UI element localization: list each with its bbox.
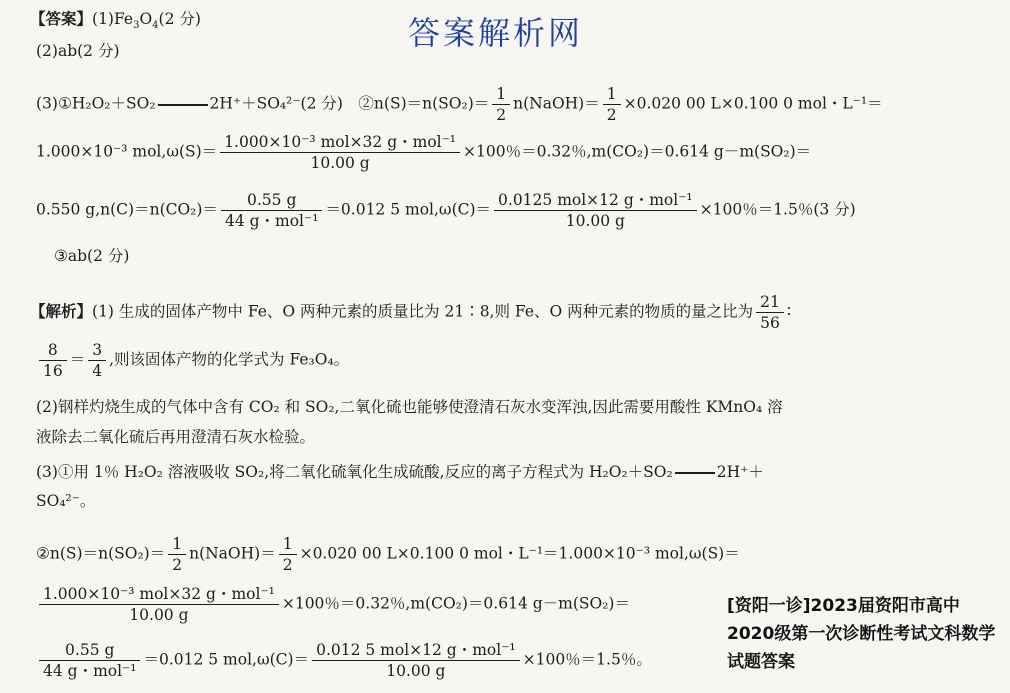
fraction-half-4: $\frac{1}{2}$ (279, 534, 297, 575)
answer-l5c: ×100％＝1.5％(3 分) (699, 200, 856, 219)
answer-line-4 (36, 132, 811, 173)
answer-line-3 (36, 84, 883, 125)
analysis-p6c: ×100％＝1.5％。 (522, 650, 652, 669)
answer-l3d: ×0.020 00 L×0.100 0 mol・L⁻¹＝ (623, 94, 883, 113)
analysis-line-8 (36, 584, 630, 625)
analysis-line-9 (36, 640, 652, 681)
fraction-half: $\frac{1}{2}$ (492, 84, 510, 125)
watermark-title: 答案解析网 (408, 14, 584, 52)
fraction-half-2: $\frac{1}{2}$ (603, 84, 621, 125)
fraction-sulfur-2: $\frac{\text{1.000×10⁻³ mol×32 g・mol⁻¹}}{10.00 g}$ (39, 584, 279, 625)
answer-l1-post: (2 分) (158, 10, 201, 28)
answer-l1-mid: O (139, 10, 153, 28)
analysis-p5b: ×100％＝0.32％,m(CO₂)＝0.614 g－m(SO₂)＝ (281, 594, 630, 613)
analysis-p1c: ＝ (69, 350, 86, 369)
analysis-p1d: ,则该固体产物的化学式为 Fe₃O₄。 (109, 350, 350, 369)
answer-l1-sub2: 4 (152, 20, 159, 32)
analysis-line-5 (36, 461, 764, 483)
answer-tag: 【答案】 (30, 9, 93, 28)
analysis-p4c: ×0.020 00 L×0.100 0 mol・L⁻¹＝1.000×10⁻³ mol,ω(S)＝ (299, 544, 740, 563)
analysis-p4b: n(NaOH)＝ (189, 544, 276, 563)
analysis-p4a: ②n(S)＝n(SO₂)＝ (36, 544, 166, 563)
answer-line-1 (30, 8, 201, 30)
answer-l1-sub1: 3 (133, 20, 140, 32)
fraction-3-4: $\frac{3}{4}$ (88, 340, 106, 381)
analysis-line-1 (30, 292, 791, 333)
analysis-p1a: (1) 生成的固体产物中 Fe、O 两种元素的质量比为 21∶8,则 Fe、O 两种元素的物质的量之比为 (92, 302, 754, 321)
fraction-half-3: $\frac{1}{2}$ (168, 534, 186, 575)
source-caption: [资阳一诊]2023届资阳市高中2020级第一次诊断性考试文科数学试题答案 (727, 592, 1007, 676)
fraction-21-56: $\frac{21}{56}$ (756, 292, 784, 333)
analysis-line-2 (36, 340, 349, 381)
analysis-tag: 【解析】 (30, 301, 93, 321)
answer-l3b: 2H⁺＋SO₄²⁻(2 分) ②n(S)＝n(SO₂)＝ (209, 94, 490, 113)
analysis-p6b: ＝0.012 5 mol,ω(C)＝ (143, 650, 310, 669)
fraction-carbon-mass: $\frac{\text{0.0125 mol×12 g・mol⁻¹}}{10.00 g}$ (494, 190, 697, 231)
analysis-line-4: 液除去二氧化硫后再用澄清石灰水检验。 (36, 428, 316, 446)
analysis-line-3: (2)钢样灼烧生成的气体中含有 CO₂ 和 SO₂,二氧化硫也能够使澄清石灰水变浑浊,因此需要用酸性 KMnO₄ 溶 (36, 398, 783, 416)
fraction-carbon-moles: $\frac{0.55 g}{\text{44 g・mol⁻¹}}$ (221, 190, 322, 231)
answer-l3a: (3)①H₂O₂＋SO₂ (36, 94, 156, 113)
answer-line-6: ③ab(2 分) (54, 247, 130, 265)
analysis-p3b: 2H⁺＋ (716, 463, 764, 481)
answer-l4a: 1.000×10⁻³ mol,ω(S)＝ (36, 142, 218, 161)
answer-l1-pre: (1)Fe (92, 10, 134, 28)
fraction-carbon-mass-2: $\frac{\text{0.012 5 mol×12 g・mol⁻¹}}{10.00 g}$ (312, 640, 520, 681)
answer-l5a: 0.550 g,n(C)＝n(CO₂)＝ (36, 200, 218, 219)
fraction-8-16: $\frac{8}{16}$ (39, 340, 67, 381)
analysis-p3a: (3)①用 1％ H₂O₂ 溶液吸收 SO₂,将二氧化硫氧化生成硫酸,反应的离子方程式为 H₂O₂＋SO₂ (36, 463, 673, 481)
long-equals-sign (158, 104, 208, 106)
fraction-carbon-moles-2: $\frac{0.55 g}{\text{44 g・mol⁻¹}}$ (39, 640, 140, 681)
answer-l3c: n(NaOH)＝ (513, 94, 600, 113)
long-equals-sign-2 (675, 472, 715, 474)
fraction-sulfur: $\frac{\text{1.000×10⁻³ mol×32 g・mol⁻¹}}{10.00 g}$ (220, 132, 460, 173)
analysis-line-6: SO₄²⁻。 (36, 492, 96, 510)
analysis-line-7 (36, 534, 740, 575)
analysis-p1b: ∶ (786, 302, 791, 321)
answer-line-5 (36, 190, 856, 231)
answer-line-2: (2)ab(2 分) (36, 42, 120, 60)
answer-l5b: ＝0.012 5 mol,ω(C)＝ (325, 200, 492, 219)
answer-l4b: ×100％＝0.32％,m(CO₂)＝0.614 g－m(SO₂)＝ (463, 142, 812, 161)
